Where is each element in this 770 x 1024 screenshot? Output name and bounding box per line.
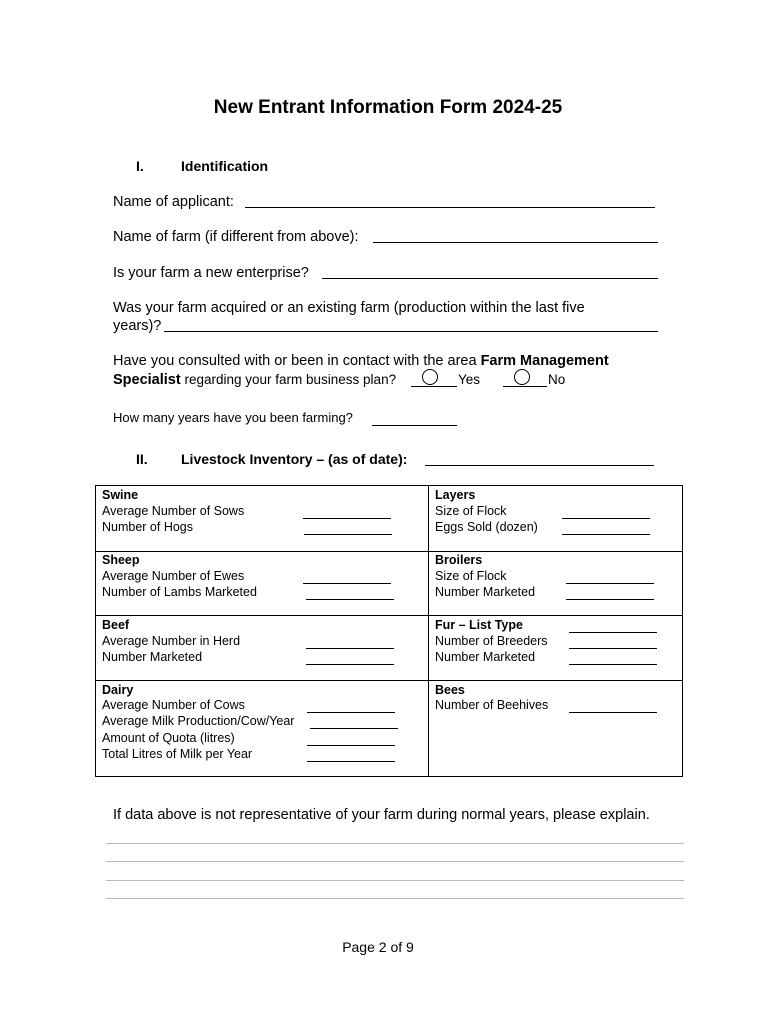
fur-breeders-field[interactable] [569,648,657,649]
fur-marketed-field[interactable] [569,664,657,665]
farm-name-field[interactable] [373,242,658,243]
new-enterprise-field[interactable] [322,278,658,279]
beef-herd-field[interactable] [306,648,394,649]
sheep-ewes-field[interactable] [303,583,391,584]
bees-beehives-field[interactable] [569,712,657,713]
dairy-milk-production-field[interactable] [310,728,398,729]
page-number: Page 2 of 9 [342,939,414,955]
dairy-title: Dairy [102,683,134,697]
yes-label: Yes [458,372,481,387]
bees-row-label: Number of Beehives [435,698,549,712]
form-title: New Entrant Information Form 2024-25 [213,97,563,118]
beef-marketed-field[interactable] [306,664,394,665]
swine-title: Swine [102,488,139,502]
swine-row-label: Average Number of Sows [102,504,245,518]
beef-row-label: Average Number in Herd [102,634,241,648]
explain-prompt: If data above is not representative of your farm during normal years, please explain. [113,807,650,823]
fur-title: Fur – List Type [435,618,523,632]
sheep-row-label: Average Number of Ewes [102,569,245,583]
section-1-number: I. [136,158,144,174]
fur-row-label: Number Marketed [435,650,536,664]
swine-hogs-field[interactable] [304,534,392,535]
dairy-cows-field[interactable] [307,712,395,713]
dairy-row-label: Average Number of Cows [102,698,245,712]
section-1-heading: Identification [181,158,269,174]
broilers-title: Broilers [435,553,483,567]
explain-line[interactable] [106,898,684,899]
layers-row-label: Eggs Sold (dozen) [435,520,538,534]
table-row-divider [95,551,683,552]
broilers-row-label: Size of Flock [435,569,507,583]
dairy-row-label: Amount of Quota (litres) [102,731,235,745]
broilers-flock-field[interactable] [566,583,654,584]
explain-line[interactable] [106,861,684,862]
applicant-name-field[interactable] [245,207,655,208]
fur-row-label: Number of Breeders [435,634,548,648]
section-2-heading: Livestock Inventory – (as of date): [181,451,408,467]
explain-line[interactable] [106,880,684,881]
layers-row-label: Size of Flock [435,504,507,518]
years-farming-label: How many years have you been farming? [113,410,353,425]
fur-type-field[interactable] [569,632,657,633]
consulted-bold-2: Specialist [113,372,181,388]
broilers-row-label: Number Marketed [435,585,536,599]
layers-flock-field[interactable] [562,518,650,519]
beef-title: Beef [102,618,130,632]
sheep-title: Sheep [102,553,140,567]
new-enterprise-label: Is your farm a new enterprise? [113,265,309,281]
table-column-divider [428,485,429,777]
applicant-name-label: Name of applicant: [113,194,234,210]
yes-radio[interactable] [422,369,438,385]
dairy-row-label: Average Milk Production/Cow/Year [102,714,295,728]
no-blank [503,386,547,387]
yes-blank [411,386,457,387]
acquired-farm-field[interactable] [164,331,658,332]
no-radio[interactable] [514,369,530,385]
broilers-marketed-field[interactable] [566,599,654,600]
no-label: No [548,372,566,387]
bees-title: Bees [435,683,465,697]
acquired-farm-label-line1: Was your farm acquired or an existing farm (production within the last five [113,300,585,316]
sheep-row-label: Number of Lambs Marketed [102,585,257,599]
swine-row-label: Number of Hogs [102,520,194,534]
consulted-text-1: Have you consulted with or been in contact with the area [113,353,477,369]
layers-title: Layers [435,488,476,502]
table-row-divider [95,615,683,616]
consulted-label-line2 [113,372,396,388]
dairy-total-litres-field[interactable] [307,761,395,762]
inventory-date-field[interactable] [425,465,654,466]
section-2-number: II. [136,451,148,467]
dairy-row-label: Total Litres of Milk per Year [102,747,253,761]
consulted-bold-1: Farm Management [480,353,609,369]
years-farming-field[interactable] [372,425,457,426]
dairy-quota-field[interactable] [307,745,395,746]
swine-sows-field[interactable] [303,518,391,519]
explain-line[interactable] [106,843,684,844]
farm-name-label: Name of farm (if different from above): [113,229,359,245]
layers-eggs-field[interactable] [562,534,650,535]
table-row-divider [95,680,683,681]
consulted-label-line1 [113,353,609,369]
sheep-lambs-field[interactable] [306,599,394,600]
beef-row-label: Number Marketed [102,650,203,664]
consulted-text-2: regarding your farm business plan? [184,372,397,387]
acquired-farm-label-line2: years)? [113,318,162,334]
